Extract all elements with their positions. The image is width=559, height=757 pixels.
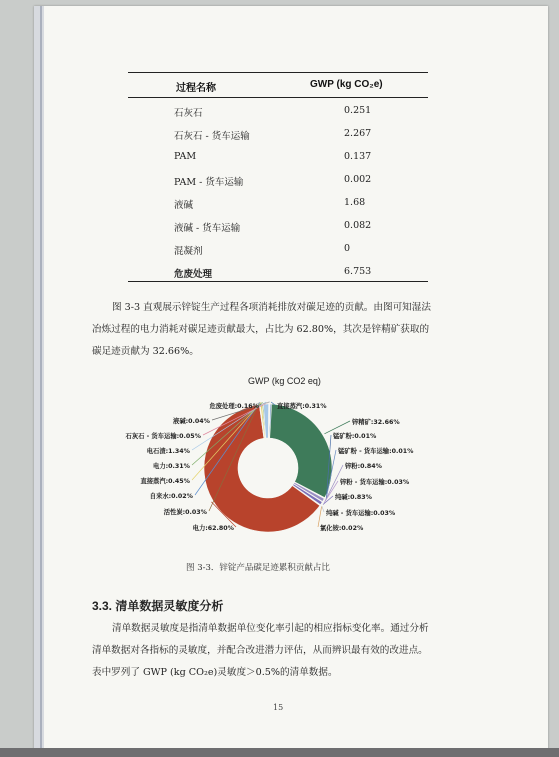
pie-leader-line <box>318 507 322 527</box>
pie-slice-label: 纯碱:0.83% <box>335 494 372 501</box>
pie-slice-label: 氯化铵:0.02% <box>320 525 364 532</box>
table-cell-name: PAM <box>174 151 197 162</box>
table-cell-name: 石灰石 <box>174 108 203 119</box>
table-cell-value: 1.68 <box>344 197 366 208</box>
pie-center-hole <box>238 438 298 498</box>
pie-slice-label: 危废处理:0.16% <box>209 403 259 410</box>
table-cell-value: 0.137 <box>344 151 372 162</box>
paragraph-line: 表中罗列了 GWP (kg CO₂e)灵敏度＞0.5%的清单数据。 <box>92 667 338 678</box>
table-cell-value: 0 <box>344 243 351 254</box>
pie-slice-label: 直接蒸汽:0.45% <box>140 478 190 485</box>
table-cell-name: 混凝剂 <box>174 246 203 257</box>
pie-slice-label: 电力:62.80% <box>192 525 234 532</box>
table-header-gwp: GWP (kg CO₂e) <box>310 79 383 90</box>
pie-slice-label: 电力:0.31% <box>153 463 190 470</box>
pie-slice-label: 锰矿粉:0.01% <box>333 433 377 440</box>
table-cell-value: 2.267 <box>344 128 372 139</box>
pie-slice-label: 石灰石 - 货车运输:0.05% <box>125 433 201 440</box>
pie-slice-label: 活性炭:0.03% <box>163 509 207 516</box>
pie-leader-line <box>324 421 350 434</box>
pie-slice-label: 锰矿粉 - 货车运输:0.01% <box>338 448 414 455</box>
paragraph-line: 清单数据灵敏度是指清单数据单位变化率引起的相应指标变化率。通过分析 <box>112 623 429 634</box>
section-title: 3.3. 清单数据灵敏度分析 <box>92 599 224 613</box>
page-number: 15 <box>273 703 284 712</box>
paragraph-line: 冶炼过程的电力消耗对碳足迹贡献最大，占比为 62.80%，其次是锌精矿获取的 <box>92 324 430 335</box>
pie-slice-label: 直接蒸汽:0.31% <box>277 403 327 410</box>
table-header-process: 过程名称 <box>176 83 216 94</box>
table-cell-name: 石灰石 - 货车运输 <box>174 131 250 142</box>
chart-title: GWP (kg CO2 eq) <box>248 376 321 386</box>
table-cell-value: 0.082 <box>344 220 372 231</box>
pie-leader-line <box>322 506 324 512</box>
table-cell-name: 液碱 - 货车运输 <box>174 223 241 234</box>
pie-slice-label: 电石渣:1.34% <box>146 448 190 455</box>
pie-slice-label: 锌精矿:32.66% <box>352 419 400 426</box>
paragraph-line: 清单数据对各指标的灵敏度，并配合改进潜力评估，从而辨识最有效的改进点。 <box>92 645 428 656</box>
table-cell-name: PAM - 货车运输 <box>174 177 244 188</box>
paragraph-line: 碳足迹贡献为 32.66%。 <box>92 346 199 357</box>
pie-slice-label: 液碱:0.04% <box>173 418 210 425</box>
paragraph-line: 图 3-3 直观展示锌锭生产过程各项消耗排放对碳足迹的贡献。由图可知湿法 <box>112 302 431 313</box>
pie-slice-label: 自来水:0.02% <box>149 493 193 500</box>
pie-slice-label: 锌粉:0.84% <box>345 463 382 470</box>
table-cell-value: 0.002 <box>344 174 372 185</box>
table-cell-value: 0.251 <box>344 105 372 116</box>
figure-caption: 图 3-3．锌锭产品碳足迹累积贡献占比 <box>186 563 330 573</box>
pie-slice-label: 锌粉 - 货车运输:0.03% <box>340 479 410 486</box>
paragraph-sensitivity <box>92 618 464 684</box>
table-cell-name: 液碱 <box>174 200 194 211</box>
table-cell-value: 6.753 <box>344 266 372 277</box>
table-cell-name: 危废处理 <box>174 269 213 280</box>
pie-slice-label: 纯碱 - 货车运输:0.03% <box>326 510 396 517</box>
